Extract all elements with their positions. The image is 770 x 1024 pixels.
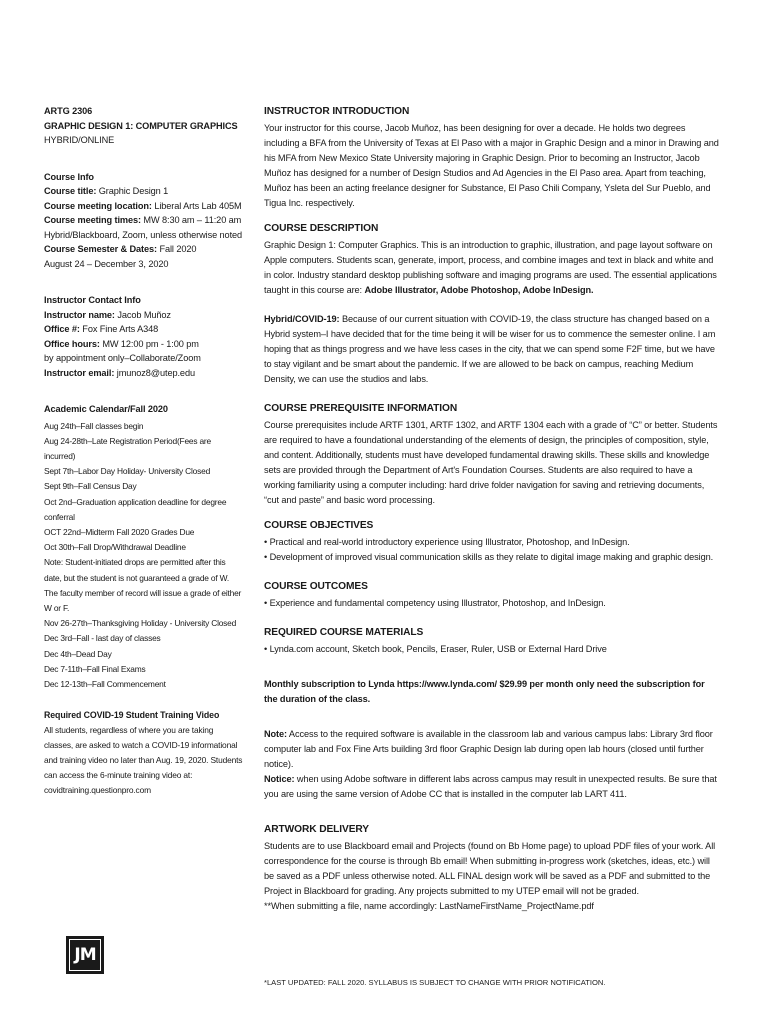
right-column (264, 104, 720, 914)
meeting-mode: Hybrid/Blackboard, Zoom, unless otherwise noted (44, 229, 243, 240)
objective-item: • Practical and real-world introductory experience using Illustrator, Photoshop, and InDesign. (264, 537, 630, 547)
meeting-times-value: MW 8:30 am – 11:20 am (140, 215, 242, 225)
calendar-item: OCT 22nd–Midterm Fall 2020 Grades Due (44, 526, 195, 537)
description-heading: COURSE DESCRIPTION (264, 223, 379, 234)
prereq-heading: COURSE PREREQUISITE INFORMATION (264, 403, 458, 414)
calendar-item: Oct 2nd–Graduation application deadline for degree conferral (44, 496, 227, 522)
training-url[interactable]: covidtraining.questionpro.com (44, 784, 151, 795)
course-modality: HYBRID/ONLINE (44, 135, 115, 145)
instructor-name-line (44, 308, 244, 323)
office-value: Fox Fine Arts A348 (79, 324, 159, 334)
artwork-text: Students are to use Blackboard email and Projects (found on Bb Home page) to upload PDF files of your work. All correspondence for the course is through Bb email! When submitting in-progress work (sketches, ideas, etc.) will be saved as a PDF unless otherwise noted. ALL FINAL design work will be saved as a PDF and submitted to the Project in Blackboard for grading. Any projects submitted to my UTEP email will not be graded. (264, 841, 716, 896)
notice-paragraph (264, 772, 720, 802)
instructor-name-label: Instructor name: (44, 309, 115, 320)
office-label: Office #: (44, 324, 80, 334)
note-text: Access to the required software is available in the classroom lab and various campus labs: Library 3rd floor computer lab and Fox Fine Arts building 3rd floor Graphic Design lab during open lab hours (closed until further notice). (264, 729, 713, 769)
training-text-block (44, 723, 244, 798)
instructor-name-value: Jacob Muñoz (114, 309, 171, 320)
footer-note: *LAST UPDATED: FALL 2020. SYLLABUS IS SUBJECT TO CHANGE WITH PRIOR NOTIFICATION. (264, 978, 606, 987)
outcome-item: • Experience and fundamental competency using Illustrator, Photoshop, and InDesign. (264, 598, 606, 608)
meeting-location-label: Course meeting location: (44, 200, 152, 211)
note-paragraph (264, 727, 720, 772)
hybrid-paragraph (264, 312, 720, 387)
email-label: Instructor email: (44, 367, 115, 378)
meeting-location-line (44, 199, 244, 214)
calendar-item: Dec 7-11th–Fall Final Exams (44, 663, 146, 674)
intro-heading: INSTRUCTOR INTRODUCTION (264, 106, 410, 117)
hybrid-label: Hybrid/COVID-19: (264, 314, 340, 324)
calendar-item: Oct 30th–Fall Drop/Withdrawal Deadline (44, 542, 186, 553)
course-title-line (44, 184, 244, 199)
semester-label: Course Semester & Dates: (44, 244, 158, 254)
calendar-item: Nov 26-27th–Thanksgiving Holiday - University Closed (44, 618, 237, 629)
calendar-item: Aug 24th–Fall classes begin (44, 420, 144, 431)
course-title-value: Graphic Design 1 (96, 186, 169, 196)
description-apps: Adobe Illustrator, Adobe Photoshop, Adobe InDesign. (364, 285, 594, 295)
email-line (44, 366, 244, 381)
contact-heading: Instructor Contact Info (44, 295, 141, 305)
material-item: • Lynda.com account, Sketch book, Pencils, Eraser, Ruler, USB or External Hard Drive (264, 644, 607, 654)
calendar-item: Sept 7th–Labor Day Holiday- University Closed (44, 466, 211, 477)
calendar-item: Dec 4th–Dead Day (44, 648, 112, 659)
office-hours-label: Office hours: (44, 338, 100, 349)
office-hours-line (44, 337, 244, 352)
meeting-location-value: Liberal Arts Lab 405M (151, 200, 242, 211)
note-label: Note: (264, 729, 287, 739)
notice-text: when using Adobe software in different labs across campus may result in unexpected results. Be sure that you are using the same version of Adobe CC that is installed in the computer lab LART 411. (264, 774, 717, 799)
artwork-naming: **When submitting a file, name accordingly: LastNameFirstName_ProjectName.pdf (264, 901, 594, 911)
course-name: GRAPHIC DESIGN 1: COMPUTER GRAPHICS (44, 120, 238, 131)
calendar-note: Note: Student-initiated drops are permitted after this date, but the student is not guaranteed a grade of W. The faculty member of record will issue a grade of either W or F. (44, 557, 242, 613)
course-title-label: Course title: (44, 186, 97, 196)
meeting-times-line (44, 213, 244, 228)
objective-item: • Development of improved visual communication skills as they relate to digital image making and graphic design. (264, 552, 714, 562)
artwork-heading: ARTWORK DELIVERY (264, 824, 369, 835)
calendar-item: Dec 3rd–Fall - last day of classes (44, 633, 161, 644)
left-column (44, 104, 244, 798)
notice-label: Notice: (264, 774, 295, 784)
office-hours-note: by appointment only–Collaborate/Zoom (44, 353, 201, 363)
semester-value: Fall 2020 (157, 244, 197, 254)
semester-dates: August 24 – December 3, 2020 (44, 258, 169, 269)
objectives-heading: COURSE OBJECTIVES (264, 520, 374, 531)
hybrid-text: Because of our current situation with COVID-19, the class structure has changed based on a Hybrid system–I have decided that for the time being it will be wiser for us to commence the semester online. I am hoping that as things progress and we have less cases in the city, that we can spend some F2F time, but we have to stay vigilant and be smart about the pandemic. If we are allowed to be back on campus, reaching Medium Density, we can use the studios and labs. (264, 314, 716, 384)
office-hours-value: MW 12:00 pm - 1:00 pm (99, 338, 199, 349)
calendar-heading: Academic Calendar/Fall 2020 (44, 404, 168, 414)
jm-logo (66, 936, 104, 974)
intro-text: Your instructor for this course, Jacob Muñoz, has been designing for over a decade. He holds two degrees including a BFA from the University of Texas at El Paso with a major in Graphic Design and a minor in Drawing and his MFA from New Mexico State University majoring in Graphic Design. Prior to becoming an Instructor, Jacob Muñoz has designed for a number of Design Studios and Ad Agencies in the El Paso area. Apart from teaching, Muñoz has been an acting freelance designer for Substance, El Paso Chili Company, Ysleta del Sur Pueblo, and Tigua Inc. respectively. (264, 123, 719, 208)
description-text: Graphic Design 1: Computer Graphics. This is an introduction to graphic, illustration, and page layout software on Apple computers. Students scan, generate, import, process, and combine images and text in black and white and in color. Industry standard desktop publishing software and imaging programs are used. The essential applications taught in this course are: (264, 240, 717, 295)
training-heading: Required COVID-19 Student Training Video (44, 710, 220, 721)
subscription-text: Monthly subscription to Lynda https://www.lynda.com/ $29.99 per month only need the subscription for the duration of the class. (264, 679, 705, 704)
calendar-item: Dec 12-13th–Fall Commencement (44, 678, 166, 689)
calendar-item: Aug 24-28th–Late Registration Period(Fees are incurred) (44, 435, 211, 461)
jm-logo-text: JM (69, 939, 101, 971)
calendar-list (44, 419, 244, 693)
email-value[interactable]: jmunoz8@utep.edu (114, 367, 195, 378)
materials-heading: REQUIRED COURSE MATERIALS (264, 627, 424, 638)
meeting-times-label: Course meeting times: (44, 215, 141, 225)
course-code: ARTG 2306 (44, 106, 93, 116)
course-info-heading: Course Info (44, 171, 94, 182)
semester-line (44, 242, 244, 257)
training-text: All students, regardless of where you are taking classes, are asked to watch a COVID-19 informational and training video no later than Aug. 19, 2020. Students can access the 6-minute training video at: (44, 724, 243, 780)
office-line (44, 322, 244, 337)
outcomes-heading: COURSE OUTCOMES (264, 581, 368, 592)
calendar-item: Sept 9th–Fall Census Day (44, 481, 137, 492)
prereq-text: Course prerequisites include ARTF 1301, ARTF 1302, and ARTF 1304 each with a grade of “C” or better. Students are required to have a foundational understanding of the elements of design, the principles of composition, style, and content. Additionally, students must have developed fundamental drawing skills. These skills and knowledge sets are provided through the Department of Art's Foundation Courses. Students are also required to have a working familiarity using a computer including: hard drive folder navigation for saving and retrieving documents, “cut and paste” and basic word processing. (264, 420, 718, 505)
description-paragraph (264, 238, 720, 298)
